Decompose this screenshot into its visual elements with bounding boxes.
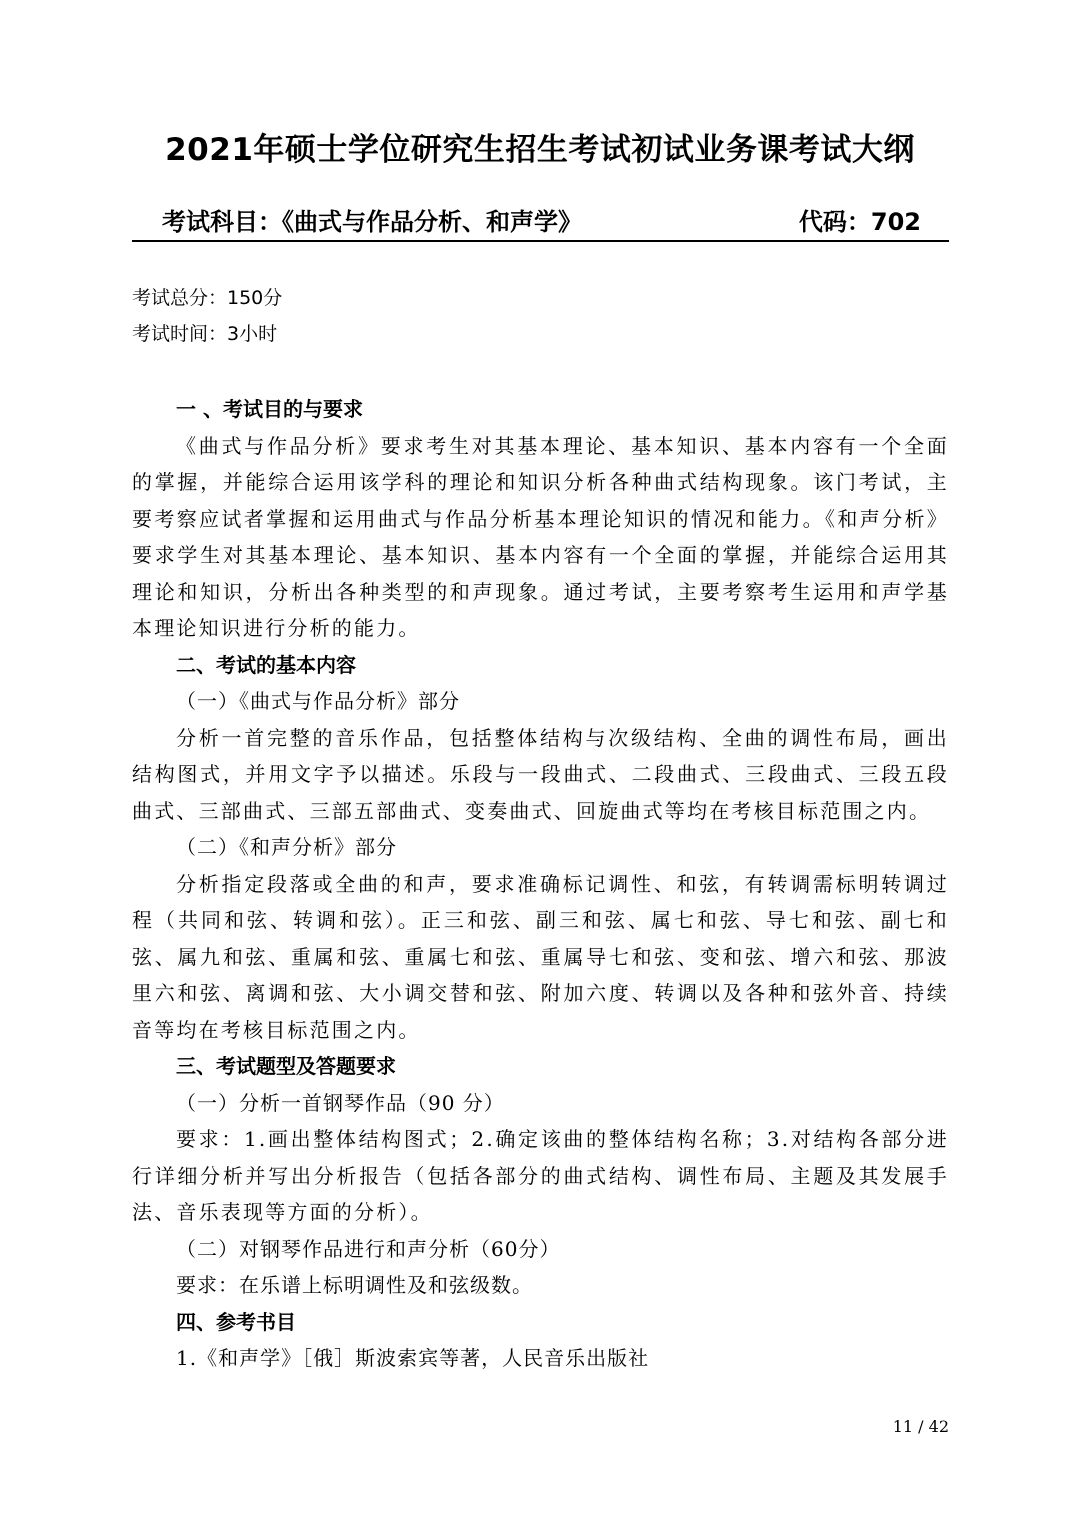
document-body	[132, 391, 949, 1377]
exam-code: 代码：702	[798, 208, 921, 236]
total-score: 考试总分：150分	[132, 287, 283, 309]
page-number: 11 / 42	[892, 1417, 949, 1436]
subject-line	[132, 204, 949, 242]
section-2-paragraph-2: 分析指定段落或全曲的和声，要求准确标记调性、和弦，有转调需标明转调过程（共同和弦、转调和弦）。正三和弦、副三和弦、属七和弦、导七和弦、副七和弦、属九和弦、重属和弦、重属七和弦、重属导七和弦、变和弦、增六和弦、那波里六和弦、离调和弦、大小调交替和弦、附加六度、转调以及各种和弦外音、持续音等均在考核目标范围之内。	[132, 871, 949, 1042]
exam-time: 考试时间：3小时	[132, 323, 278, 345]
section-4-heading: 四、参考书目	[176, 1309, 296, 1334]
page-title: 2021年硕士学位研究生招生考试初试业务课考试大纲	[165, 132, 915, 168]
section-2-subheading-1: （一）《曲式与作品分析》部分	[176, 689, 460, 713]
section-2-heading: 二、考试的基本内容	[176, 652, 356, 677]
section-3-subheading-2: （二）对钢琴作品进行和声分析（60分）	[176, 1236, 561, 1261]
section-1-paragraph: 《曲式与作品分析》要求考生对其基本理论、基本知识、基本内容有一个全面的掌握，并能综合运用该学科的理论和知识分析各种曲式结构现象。该门考试，主要考察应试者掌握和运用曲式与作品分析基本理论知识的情况和能力。《和声分析》要求学生对其基本理论、基本知识、基本内容有一个全面的掌握，并能综合运用其理论和知识，分析出各种类型的和声现象。通过考试，主要考察考生运用和声学基本理论知识进行分析的能力。	[132, 433, 949, 640]
reference-item: 1.《和声学》［俄］斯波索宾等著，人民音乐出版社	[176, 1346, 650, 1370]
section-3-paragraph-2: 要求：在乐谱上标明调性及和弦级数。	[176, 1273, 533, 1297]
section-2-subheading-2: （二）《和声分析》部分	[176, 835, 397, 859]
section-2-paragraph-1: 分析一首完整的音乐作品，包括整体结构与次级结构、全曲的调性布局，画出结构图式，并用文字予以描述。乐段与一段曲式、二段曲式、三段曲式、三段五段曲式、三部曲式、三部五部曲式、变奏曲式、回旋曲式等均在考核目标范围之内。	[132, 725, 949, 823]
exam-subject: 考试科目：《曲式与作品分析、和声学》	[162, 208, 582, 236]
section-3-subheading-1: （一）分析一首钢琴作品（90 分）	[176, 1090, 505, 1115]
section-3-heading: 三、考试题型及答题要求	[176, 1054, 396, 1078]
section-3-paragraph-1: 要求：1.画出整体结构图式；2.确定该曲的整体结构名称；3.对结构各部分进行详细分析并写出分析报告（包括各部分的曲式结构、调性布局、主题及其发展手法、音乐表现等方面的分析）。	[132, 1127, 949, 1224]
section-1-heading: 一 、考试目的与要求	[176, 397, 363, 421]
